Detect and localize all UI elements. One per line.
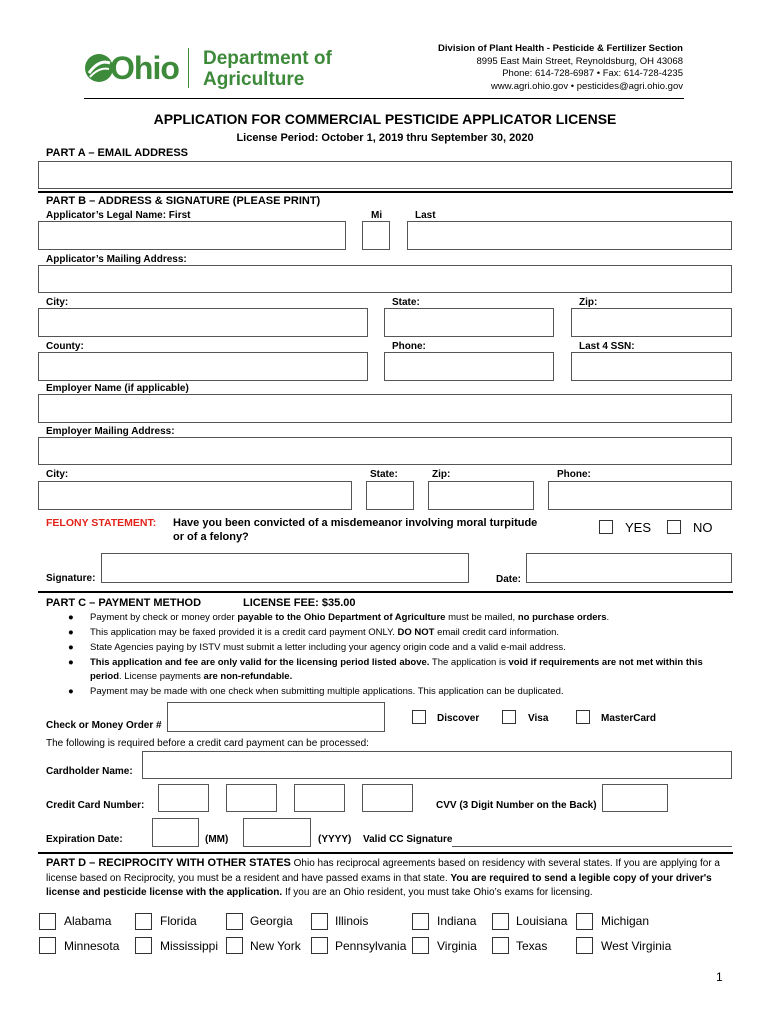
emp-phone-field[interactable] <box>548 481 732 510</box>
part-b-heading: PART B – ADDRESS & SIGNATURE (PLEASE PRINT) <box>46 195 321 207</box>
part-a-heading: PART A – EMAIL ADDRESS <box>46 147 188 159</box>
exp-month-field[interactable] <box>152 818 199 847</box>
signature-label: Signature: <box>46 573 96 584</box>
check-number-field[interactable] <box>167 702 385 732</box>
last-name-field[interactable] <box>407 221 732 250</box>
felony-label: FELONY STATEMENT: <box>46 517 157 529</box>
florida-checkbox[interactable] <box>135 913 152 930</box>
bullet-5-dot: ● <box>68 686 74 697</box>
cc-number-group-4[interactable] <box>362 784 413 812</box>
last-label: Last <box>415 210 436 221</box>
cc-signature-line[interactable] <box>452 846 732 847</box>
license-period: License Period: October 1, 2019 thru September 30, 2020 <box>236 132 534 144</box>
cvv-label: CVV (3 Digit Number on the Back) <box>436 800 597 811</box>
illinois-checkbox[interactable] <box>311 913 328 930</box>
logo-text: Ohio <box>110 50 179 86</box>
header-rule <box>84 98 684 99</box>
division-text: Division of Plant Health - Pesticide & Fertilizer Section <box>438 43 683 54</box>
no-label: NO <box>693 520 713 535</box>
emp-city-field[interactable] <box>38 481 352 510</box>
city-label: City: <box>46 297 69 308</box>
expiration-label: Expiration Date: <box>46 834 123 845</box>
cardholder-label: Cardholder Name: <box>46 766 133 777</box>
mm-label: (MM) <box>205 834 229 845</box>
mississippi-label: Mississippi <box>160 939 219 953</box>
bullet-3: State Agencies paying by ISTV must submit a letter including your agency origin code and a valid e-mail address. <box>90 642 566 653</box>
state-label: State: <box>392 297 420 308</box>
felony-question-line1: Have you been convicted of a misdemeanor involving moral turpitude <box>173 517 538 529</box>
texas-checkbox[interactable] <box>492 937 509 954</box>
phone-field[interactable] <box>384 352 554 381</box>
pennsylvania-label: Pennsylvania <box>335 939 407 953</box>
emp-state-label: State: <box>370 469 398 480</box>
michigan-checkbox[interactable] <box>576 913 593 930</box>
county-field[interactable] <box>38 352 368 381</box>
emp-city-label: City: <box>46 469 69 480</box>
pennsylvania-checkbox[interactable] <box>311 937 328 954</box>
alabama-checkbox[interactable] <box>39 913 56 930</box>
logo-divider <box>188 48 189 88</box>
cc-number-group-1[interactable] <box>158 784 209 812</box>
part-c-heading: PART C – PAYMENT METHOD <box>46 597 202 609</box>
emp-zip-label: Zip: <box>432 469 451 480</box>
part-d-heading: PART D – RECIPROCITY WITH OTHER STATES <box>46 857 291 869</box>
new-york-label: New York <box>250 939 301 953</box>
texas-label: Texas <box>516 939 548 953</box>
phone-label: Phone: <box>392 341 426 352</box>
cc-number-group-3[interactable] <box>294 784 345 812</box>
state-field[interactable] <box>384 308 554 337</box>
bullet-2-dot: ● <box>68 627 74 638</box>
part-d-rule <box>38 852 733 854</box>
county-label: County: <box>46 341 84 352</box>
discover-label: Discover <box>437 713 480 724</box>
virginia-label: Virginia <box>437 939 477 953</box>
felony-no-checkbox[interactable] <box>667 520 681 534</box>
city-field[interactable] <box>38 308 368 337</box>
page-number: 1 <box>716 970 723 984</box>
louisiana-label: Louisiana <box>516 914 568 928</box>
cvv-field[interactable] <box>602 784 668 812</box>
date-field[interactable] <box>526 553 732 583</box>
web-email-text: www.agri.ohio.gov • pesticides@agri.ohio.gov <box>491 80 683 92</box>
employer-name-field[interactable] <box>38 394 732 423</box>
bullet-4: This application and fee are only valid for the licensing period listed above. The application is void if requirements are not met within this period. License payments are non-refundable. <box>90 657 703 682</box>
michigan-label: Michigan <box>601 914 650 928</box>
bullet-1-dot: ● <box>68 612 74 623</box>
part-b-rule <box>38 191 733 193</box>
illinois-label: Illinois <box>335 914 369 928</box>
visa-checkbox[interactable] <box>502 710 516 724</box>
ssn-field[interactable] <box>571 352 732 381</box>
mississippi-checkbox[interactable] <box>135 937 152 954</box>
minnesota-checkbox[interactable] <box>39 937 56 954</box>
first-name-field[interactable] <box>38 221 346 250</box>
dept-line-1: Department of <box>203 48 332 69</box>
florida-label: Florida <box>160 914 197 928</box>
phone-fax-text: Phone: 614-728-6987 • Fax: 614-728-4235 <box>502 68 683 79</box>
cc-number-group-2[interactable] <box>226 784 277 812</box>
bullet-4-dot: ● <box>68 657 74 668</box>
visa-label: Visa <box>528 713 549 724</box>
bullet-3-dot: ● <box>68 642 74 653</box>
zip-label: Zip: <box>579 297 598 308</box>
cc-number-label: Credit Card Number: <box>46 800 145 811</box>
virginia-checkbox[interactable] <box>412 937 429 954</box>
indiana-checkbox[interactable] <box>412 913 429 930</box>
mastercard-label: MasterCard <box>601 713 657 724</box>
part-c-rule <box>38 591 733 593</box>
signature-field[interactable] <box>101 553 469 583</box>
mailing-label: Applicator’s Mailing Address: <box>46 254 187 265</box>
cardholder-name-field[interactable] <box>142 751 732 779</box>
zip-field[interactable] <box>571 308 732 337</box>
check-label: Check or Money Order # <box>46 720 162 731</box>
required-note: The following is required before a credit card payment can be processed: <box>46 738 369 749</box>
mastercard-checkbox[interactable] <box>576 710 590 724</box>
yyyy-label: (YYYY) <box>318 834 352 845</box>
form-title: APPLICATION FOR COMMERCIAL PESTICIDE APPLICATOR LICENSE <box>153 111 617 127</box>
louisiana-checkbox[interactable] <box>492 913 509 930</box>
ohio-logo <box>84 50 179 86</box>
yes-label: YES <box>625 520 652 535</box>
emp-phone-label: Phone: <box>557 469 591 480</box>
emp-state-field[interactable] <box>366 481 414 510</box>
felony-question <box>173 516 537 544</box>
email-field[interactable] <box>38 161 732 189</box>
mailing-address-field[interactable] <box>38 265 732 293</box>
west-virginia-checkbox[interactable] <box>576 937 593 954</box>
bullet-1: Payment by check or money order payable to the Ohio Department of Agriculture must be mailed, no purchase orders. <box>90 612 610 623</box>
bullet-5: Payment may be made with one check when submitting multiple applications. This application can be duplicated. <box>90 686 564 697</box>
legal-name-label: Applicator’s Legal Name: First <box>46 210 191 221</box>
alabama-label: Alabama <box>64 914 112 928</box>
emp-zip-field[interactable] <box>428 481 534 510</box>
valid-cc-sig-label: Valid CC Signature <box>363 834 453 845</box>
exp-year-field[interactable] <box>243 818 311 847</box>
discover-checkbox[interactable] <box>412 710 426 724</box>
mi-label: Mi <box>371 210 383 221</box>
felony-yes-checkbox[interactable] <box>599 520 613 534</box>
felony-question-line2: or of a felony? <box>173 531 249 543</box>
employer-mailing-label: Employer Mailing Address: <box>46 426 175 437</box>
bullet-2: This application may be faxed provided it is a credit card payment ONLY. DO NOT email credit card information. <box>90 627 560 638</box>
georgia-label: Georgia <box>250 914 293 928</box>
middle-initial-field[interactable] <box>362 221 390 250</box>
dept-name <box>203 48 332 90</box>
indiana-label: Indiana <box>437 914 477 928</box>
georgia-checkbox[interactable] <box>226 913 243 930</box>
part-d-paragraph: PART D – RECIPROCITY WITH OTHER STATES Ohio has reciprocal agreements based on residency with several states. If you are applying for a license based on Reciprocity, you must be a resident and have passed exams in that state. You are required to send a legible copy of your driver's license and pesticide license with the application. If you are an Ohio resident, you must take Ohio’s exams for licensing. <box>46 857 720 898</box>
address-text: 8995 East Main Street, Reynoldsburg, OH 43068 <box>476 55 683 67</box>
dept-line-2: Agriculture <box>203 69 305 90</box>
contact-block <box>438 43 683 93</box>
minnesota-label: Minnesota <box>64 939 120 953</box>
date-label: Date: <box>496 574 522 585</box>
license-fee: LICENSE FEE: $35.00 <box>243 597 356 609</box>
employer-mailing-field[interactable] <box>38 437 732 465</box>
west-virginia-label: West Virginia <box>601 939 672 953</box>
ssn-label: Last 4 SSN: <box>579 341 635 352</box>
new-york-checkbox[interactable] <box>226 937 243 954</box>
employer-label: Employer Name (if applicable) <box>46 383 189 394</box>
